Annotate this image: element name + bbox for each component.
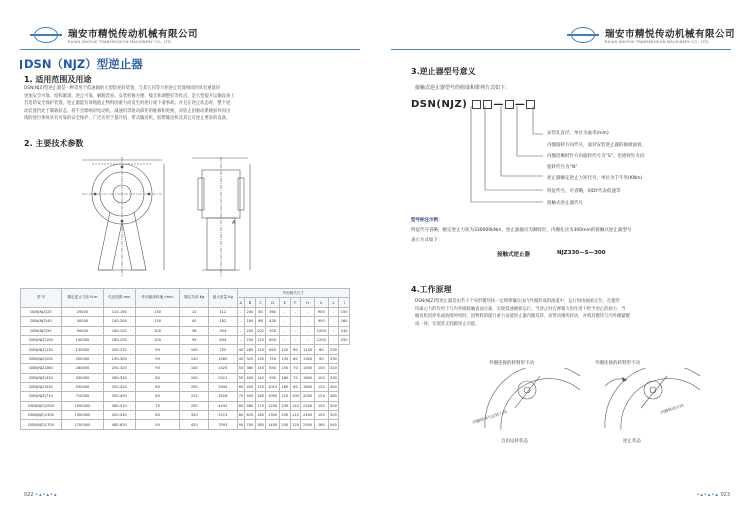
table-cell: - (237, 326, 245, 335)
table-cell: 1425 (209, 364, 238, 373)
legend-bore-diameter: 安装孔直径，单位为毫米(mm) (547, 131, 609, 136)
table-cell: 170 (255, 401, 266, 410)
table-cell: - (280, 317, 291, 326)
table-cell: DSN(NJZ)1000 (21, 401, 62, 410)
diagram-right-caption: 逆止状态 (623, 439, 641, 444)
table-cell: - (328, 335, 339, 344)
table-cell: 200 (180, 382, 209, 391)
table-cell: 480-620 (103, 420, 135, 429)
company-name-en: RUIAN JINGYUE TRANSMISSION MACHINERY CO., LTD. (605, 40, 710, 44)
table-cell: 70 (237, 392, 245, 401)
table-cell: 182 (209, 317, 238, 326)
diagram-left-caption: 自由运转状态 (501, 439, 528, 444)
table-row (21, 345, 350, 354)
table-row (21, 420, 350, 429)
table-cell: - (328, 317, 339, 326)
table-cell: 1000000 (62, 401, 104, 410)
table-cell: 22 (180, 307, 209, 316)
table-cell: 120 (180, 354, 209, 363)
table-cell: 250 (245, 335, 256, 344)
table-cell: 4442 (209, 401, 238, 410)
backstop-technical-drawing (52, 152, 342, 287)
table-cell: 560 (245, 401, 256, 410)
page-number-left: 022 •▴•▴•▴ (24, 492, 58, 498)
table-cell: 250 (180, 401, 209, 410)
legend-rotation-1: 内圈旋转方向代号，面对安装逆止器的轴端面看， (547, 143, 646, 148)
table-cell: 55 (237, 373, 245, 382)
table-cell: 120 (280, 345, 291, 354)
table-cell: 90 (135, 364, 180, 373)
table-cell: 100000 (62, 335, 104, 344)
section-marker-a: A (232, 220, 236, 226)
table-cell: 120 (290, 420, 301, 429)
table-cell: 2000 (301, 392, 315, 401)
table-cell: DSN(NJZ)100 (21, 335, 62, 344)
table-cell: 180-250 (103, 335, 135, 344)
table-cell: 250 (280, 420, 291, 429)
table-cell: 90 (314, 354, 328, 363)
table-cell: 644 (209, 335, 238, 344)
table-cell: 68 (255, 317, 266, 326)
table-cell: 380-510 (103, 401, 135, 410)
legend-contact-type: 接触式逆止器代号 (547, 201, 583, 206)
working-principle-diagrams (465, 368, 725, 434)
example-line-1: 特征代号省略，额定逆止力矩为330000kNm，逆止器旋向为顺时针，内圈孔径为300mm的接触式逆止器型号 (411, 228, 632, 233)
table-cell: 650 (266, 345, 280, 354)
table-cell: 150 (280, 364, 291, 373)
table-row (21, 335, 350, 344)
table-cell: 130 (255, 354, 266, 363)
table-cell: 230-300 (103, 354, 135, 363)
table-cell: DSN(NJZ)1700 (21, 420, 62, 429)
table-cell: 2945 (209, 382, 238, 391)
table-cell: 500 (328, 401, 339, 410)
table-row (21, 392, 350, 401)
model-intro: 接触式逆止器型号的组成和排列方式如下： (415, 85, 511, 91)
principle-text: DSN(NJZ)型逆止器是由若干个异形楔块按一定规律镶在由内外圈形成的滚道中，运行时由轴承定位，在楔形 块离心力的作用下与内外圈接触表面分离，实现低速磨损运行。当逆止时在弹簧力的作用下给予逆止的助力，当 输送机因停电或故障停机时，因物料的提升重力迫使逆止器内圈反转，而带动楔块转动，并将其楔块与内外圈紧楔 成一体，实现其无间隙逆止功能。 (415, 299, 630, 327)
table-cell: 450 (245, 382, 256, 391)
table-cell: - (290, 326, 301, 335)
table-cell: 1100 (301, 345, 315, 354)
technical-parameters-table: 型 号 额定逆止力矩 N.m 孔径范围 mm 许用最高转速 r/min 额定功率 Kg 最大质量 Kg 外形相关尺寸 A B C D E F H h L I DSN(NJZ)25 25000 120-160 130 22 112 - 240 60 360 - - - 900 - 150 DSN(NJZ)40 40000 140-200 130 40 182 - 160 68 430 - - - 950 - 160 DSN(NJZ)50 50000 160-220 100 58 354 - 200 102 500 - - - 1000 - 240 DSN(NJZ)100 100000 180-250 100 95 644 - 250 120 600 - - - 1200 - 290 DSN(NJZ)130 130000 200-270 90 100 755 40 260 120 650 120 60 1100 80 290 DSN(NJZ)200 200000 230-300 90 120 1080 45 320 130 750 135 60 1300 90 330 DSN(NJZ)280 280000 250-320 90 140 1425 50 360 140 850 150 70 1500 100 320 DSN(NJZ)330 330000 260-350 80 200 2021 55 400 140 930 160 70 1600 100 330 DSN(NJZ)530 530000 320-420 80 200 2945 60 450 150 1010 180 80 1800 120 450 DSN(NJZ)710 710000 350-450 80 225 3518 70 500 160 1090 210 100 2000 124 480 DSN(NJZ)1000 1000000 380-510 70 250 4442 80 560 170 1200 230 110 2200 150 500 DSN(NJZ)1300 1300000 420-540 60 320 5213 80 620 180 1300 250 110 2400 150 500 DSN(NJZ)1700 1700000 480-620 50 420 7093 90 700 180 1450 250 120 2500 160 540 (20, 288, 350, 430)
table-cell: 2021 (209, 373, 238, 382)
table-cell: DSN(NJZ)1300 (21, 411, 62, 420)
table-row (21, 411, 350, 420)
table-cell: 160-220 (103, 326, 135, 335)
table-cell: 180 (255, 411, 266, 420)
table-cell: 40 (180, 317, 209, 326)
table-cell: - (237, 317, 245, 326)
table-cell: 200 (180, 373, 209, 382)
table-cell: 180 (280, 382, 291, 391)
example-title: 型号标注示例： (411, 218, 443, 223)
table-cell: 45 (237, 354, 245, 363)
table-cell: 130000 (62, 345, 104, 354)
table-cell: 330 (328, 354, 339, 363)
table-row (21, 354, 350, 363)
table-cell: 60 (290, 345, 301, 354)
table-cell: 1500 (301, 364, 315, 373)
table-cell: - (301, 317, 315, 326)
table-cell: 120 (255, 335, 266, 344)
table-cell: 930 (266, 373, 280, 382)
company-logo-right (571, 26, 735, 44)
table-cell: 750 (266, 354, 280, 363)
table-cell: 160 (314, 420, 328, 429)
table-cell: 70 (135, 401, 180, 410)
table-cell: 420-540 (103, 411, 135, 420)
table-cell: - (237, 307, 245, 316)
header-divider (391, 49, 731, 50)
table-cell: 230 (280, 401, 291, 410)
table-cell: 80 (237, 401, 245, 410)
table-cell: DSN(NJZ)130 (21, 345, 62, 354)
company-name-cn: 瑞安市精悦传动机械有限公司 (605, 29, 736, 40)
table-cell: 1300 (301, 354, 315, 363)
table-cell: 1800 (301, 382, 315, 391)
table-cell: 200 (245, 326, 256, 335)
table-cell: 480 (328, 392, 339, 401)
table-cell: 150 (339, 307, 350, 316)
table-cell: 140 (180, 364, 209, 373)
table-cell: 80 (135, 392, 180, 401)
section-heading-2: 2. 主要技术参数 (24, 139, 84, 148)
table-cell: 140 (255, 364, 266, 373)
table-cell: 530000 (62, 382, 104, 391)
table-cell: 70 (290, 364, 301, 373)
table-cell: 50 (237, 364, 245, 373)
table-cell: 80 (135, 373, 180, 382)
title-accent (20, 60, 22, 69)
table-cell: 160 (255, 392, 266, 401)
table-cell: 160 (245, 317, 256, 326)
section-heading-4: 4.工作原理 (411, 285, 452, 294)
table-cell: 100 (314, 373, 328, 382)
table-cell: 100 (135, 335, 180, 344)
company-logo (34, 26, 198, 44)
table-cell: 102 (255, 326, 266, 335)
table-cell: 260-350 (103, 373, 135, 382)
model-legend-connectors (465, 106, 555, 216)
table-cell: 900 (314, 307, 328, 316)
table-row (21, 401, 350, 410)
table-cell: 160 (280, 373, 291, 382)
table-cell: 850 (266, 364, 280, 373)
table-cell: 100 (135, 326, 180, 335)
table-cell: - (328, 326, 339, 335)
table-cell: 320-420 (103, 382, 135, 391)
header-divider (20, 49, 360, 50)
table-cell: 80 (290, 382, 301, 391)
table-cell: 2200 (301, 401, 315, 410)
table-cell: 100 (290, 392, 301, 401)
table-cell: 40 (237, 345, 245, 354)
table-cell: 135 (280, 354, 291, 363)
table-cell: 1700000 (62, 420, 104, 429)
table-cell: - (290, 335, 301, 344)
table-cell: 5213 (209, 411, 238, 420)
table-cell: - (328, 307, 339, 316)
table-cell: 1080 (209, 354, 238, 363)
table-cell: 1090 (266, 392, 280, 401)
legend-feature: 特征代号，可省略，如DY代表低速等 (547, 189, 621, 194)
table-cell: 120 (314, 382, 328, 391)
table-cell: - (290, 307, 301, 316)
table-cell: 360 (266, 307, 280, 316)
table-cell: 124 (314, 392, 328, 401)
svg-text:内圈转动方向: 内圈转动方向 (659, 402, 685, 415)
table-cell: - (301, 326, 315, 335)
company-name-en: RUIAN JINGYUE TRANSMISSION MACHINERY CO., LTD. (68, 40, 173, 44)
table-row (21, 364, 350, 373)
table-cell: 210 (280, 392, 291, 401)
table-cell: 240 (339, 326, 350, 335)
table-cell: 2500 (301, 420, 315, 429)
table-cell: 600 (266, 335, 280, 344)
table-cell: 100 (314, 364, 328, 373)
table-cell: - (301, 335, 315, 344)
table-cell: 1600 (301, 373, 315, 382)
table-cell: 200000 (62, 354, 104, 363)
table-cell: 1000 (314, 326, 328, 335)
table-cell: DSN(NJZ)200 (21, 354, 62, 363)
table-cell: 180 (255, 420, 266, 429)
table-cell: 95 (180, 335, 209, 344)
table-cell: 500 (245, 392, 256, 401)
table-cell: 290 (328, 345, 339, 354)
table-cell: DSN(NJZ)710 (21, 392, 62, 401)
table-cell: 250-320 (103, 364, 135, 373)
table-cell: 130 (135, 317, 180, 326)
table-cell: 710000 (62, 392, 104, 401)
table-cell: 90 (135, 354, 180, 363)
table-cell: 450 (328, 382, 339, 391)
table-cell: 320 (328, 364, 339, 373)
table-row (21, 326, 350, 335)
page-number-right: •▴•▴•▴ 023 (696, 492, 730, 498)
table-cell: 140-200 (103, 317, 135, 326)
table-cell: 200-270 (103, 345, 135, 354)
table-cell: - (280, 307, 291, 316)
model-code-pattern: DSN(NJZ) — — (411, 99, 536, 110)
table-cell: 430 (266, 317, 280, 326)
page-title: DSN（NJZ）型逆止器 (24, 57, 143, 71)
table-cell: 160 (339, 317, 350, 326)
table-cell: 260 (245, 345, 256, 354)
table-cell: 90 (135, 345, 180, 354)
right-page (375, 0, 750, 512)
table-cell: 500 (328, 411, 339, 420)
example-line-2: 表示方式如下： (411, 238, 443, 243)
table-cell: - (280, 335, 291, 344)
diagram-right-title: 外圈连接的转臂形不动 (595, 361, 640, 366)
svg-text:内圈转向与运转方向: 内圈转向与运转方向 (471, 409, 508, 425)
table-cell: - (280, 326, 291, 335)
table-cell: 150 (314, 401, 328, 410)
table-cell: DSN(NJZ)280 (21, 364, 62, 373)
table-cell: - (301, 307, 315, 316)
table-cell: 60 (237, 382, 245, 391)
table-cell: 90 (237, 420, 245, 429)
table-row (21, 373, 350, 382)
table-cell: 225 (180, 392, 209, 401)
example-model-code: NJZ330—S—300 (557, 250, 606, 256)
table-cell: 320 (180, 411, 209, 420)
table-cell: - (237, 335, 245, 344)
table-cell: 540 (328, 420, 339, 429)
section1-text: DSN(NJZ)型逆止器是一种适用于低速轴的大型防逆转装置，与其它同等力矩逆止装置相同的具有重量轻 更加安全可靠、结构紧凑、逆止可靠、解脱容易、安装检修方便、噪音和调整好等优点，是大型提升运输设备上 首选的安全保护装置。逆止器能有效地阻止物料因重力而发生的逆行或下滑事故；并且在逆止状态时，整个逆 动装置仍处于制载状态，将不会影响对电动机、减速机等驱动部件的维修和更换，对防止因驱动系统损坏而出 现的逆行事故具有可靠的安全保护，广泛应用于提升机、带式输送机、胶带输送机及其它有逆止要求的设备。 (24, 86, 235, 121)
table-cell: 3518 (209, 392, 238, 401)
table-cell: 500 (266, 326, 280, 335)
table-cell: 330000 (62, 373, 104, 382)
table-cell: 130 (135, 307, 180, 316)
table-cell: 360 (245, 364, 256, 373)
table-cell: 240 (245, 307, 256, 316)
table-cell: 420 (180, 420, 209, 429)
legend-torque: 逆止器额定逆止力矩代号，单位为千牛米(KNm) (547, 176, 643, 181)
table-cell: 1300000 (62, 411, 104, 420)
table-cell: 80 (314, 345, 328, 354)
table-cell: 1450 (266, 420, 280, 429)
table-cell: 100 (180, 345, 209, 354)
table-cell: 755 (209, 345, 238, 354)
table-cell: 700 (245, 420, 256, 429)
table-cell: 350-450 (103, 392, 135, 401)
legend-rotation-3: 旋转代号为“N” (547, 165, 578, 170)
table-cell: 60 (135, 411, 180, 420)
diagram-left-title: 外圈连接的转臂形不动 (489, 361, 534, 366)
table-cell: 150 (314, 411, 328, 420)
table-cell: 60 (290, 354, 301, 363)
table-cell: 2400 (301, 411, 315, 420)
table-row (21, 382, 350, 391)
table-cell: 1300 (266, 411, 280, 420)
table-cell: 50000 (62, 326, 104, 335)
example-model-label: 接触式逆止器 (497, 252, 531, 258)
table-cell: 112 (209, 307, 238, 316)
table-cell: 60 (255, 307, 266, 316)
table-cell: 330 (328, 373, 339, 382)
section-heading-1: 1. 适用范围及用途 (24, 75, 92, 84)
table-cell: DSN(NJZ)530 (21, 382, 62, 391)
table-cell: 80 (135, 382, 180, 391)
table-cell: 120 (255, 345, 266, 354)
table-cell: 58 (180, 326, 209, 335)
table-cell: 354 (209, 326, 238, 335)
table-cell: 40000 (62, 317, 104, 326)
table-cell: 400 (245, 373, 256, 382)
section-heading-3: 3.逆止器型号意义 (411, 67, 476, 76)
jingyue-logo-icon (34, 27, 58, 43)
legend-rotation-2: 内圈沿顺时针方向旋转代号为“S”，沿逆时针方向 (547, 154, 645, 159)
table-cell: 290 (339, 335, 350, 344)
table-cell: DSN(NJZ)25 (21, 307, 62, 316)
table-cell: 25000 (62, 307, 104, 316)
table-cell: 110 (290, 411, 301, 420)
table-cell: DSN(NJZ)330 (21, 373, 62, 382)
table-cell: 1010 (266, 382, 280, 391)
table-cell: 280000 (62, 364, 104, 373)
table-cell: 140 (255, 373, 266, 382)
table-cell: 1200 (266, 401, 280, 410)
table-cell: 150 (255, 382, 266, 391)
table-cell: 70 (290, 373, 301, 382)
table-cell: 80 (237, 411, 245, 420)
table-cell: 620 (245, 411, 256, 420)
table-cell: DSN(NJZ)50 (21, 326, 62, 335)
jingyue-logo-icon (571, 27, 595, 43)
table-cell: 7093 (209, 420, 238, 429)
company-name-cn: 瑞安市精悦传动机械有限公司 (68, 29, 199, 40)
table-cell: 250 (280, 411, 291, 420)
table-cell: - (290, 317, 301, 326)
table-row (21, 307, 350, 316)
table-cell: 1200 (314, 335, 328, 344)
table-cell: 320 (245, 354, 256, 363)
table-cell: 110 (290, 401, 301, 410)
table-cell: 950 (314, 317, 328, 326)
table-cell: DSN(NJZ)40 (21, 317, 62, 326)
table-row (21, 317, 350, 326)
table-cell: 120-160 (103, 307, 135, 316)
table-cell: 50 (135, 420, 180, 429)
